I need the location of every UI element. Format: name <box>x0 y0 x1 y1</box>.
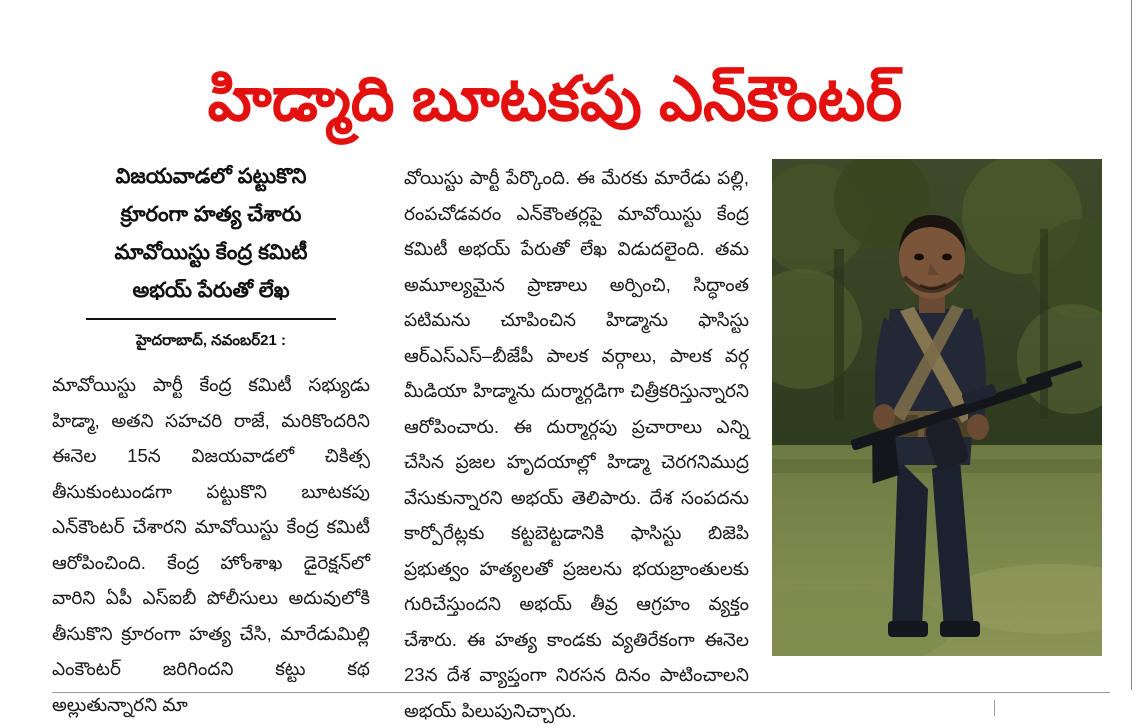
kicker-divider <box>86 318 336 320</box>
article-body-column-one: మావోయిస్టు పార్టీ కేంద్ర కమిటీ సభ్యుడు హిడ్మా, అతని సహచరి రాజే, మరికొందరిని ఈనెల 15న విజయవాడలో చికిత్స తీసుకుంటుండగా పట్టుకొని బూటకపు ఎన్‌కౌంటర్ చేశారని మావోయిస్టు కేంద్ర కమిటీ ఆరోపించింది. కేంద్ర హోంశాఖ డైరెక్షన్‌లో వారిని ఏపీ ఎస్ఐబీ పోలీసులు అదువులోకి తీసుకొని క్రూరంగా హత్య చేసి, మారేడుమిల్లి ఎంకౌంటర్ జరిగిందని కట్టు కథ అల్లుతున్నారని మా <box>52 374 370 715</box>
footer-divider <box>52 692 1110 693</box>
page-edge-rule <box>1131 0 1132 690</box>
kicker-line-4: అభయ్ పేరుతో లేఖ <box>132 279 290 303</box>
dateline: హైదరాబాద్, నవంబర్21 : <box>136 332 286 350</box>
article-body-column-two: వోయిస్టు పార్టీ పేర్కొంది. ఈ మేరకు మారేడు పల్లి, రంపచోడవరం ఎన్‌కౌంతర్లపై మావోయిస్టు కేంద్ర కమిటీ అభయ్ పేరుతో లేఖ విడుదలైంది. తమ అమూల్యమైన ప్రాణాలు అర్పించి, సిద్ధాంత పటిమను చూపించిన హిడ్మాను ఫాసిస్టు ఆర్‌ఎస్‌ఎస్‌–బీజేపీ పాలక వర్గాలు, పాలక వర్గ మీడియా హిడ్మాను దుర్మార్గడిగా చిత్రీకరిస్తున్నారని ఆరోపించారు. ఈ దుర్మార్గపు ప్రచారాలు ఎన్ని చేసిన ప్రజల హృదయాల్లో హిడ్మా చెరగనిముద్ర వేసుకున్నారని అభయ్ తెలిపారు. దేశ సంపదను కార్పోరేట్లకు కట్టబెట్టడానికి ఫాసిస్టు బిజెపి ప్రభుత్వం హత్యలతో ప్రజలను భయబ్రాంతులకు గురిచేస్తుందని అభయ్ తీవ్ర ఆగ్రహం వ్యక్తం చేశారు. ఈ హత్య కాండకు వ్యతిరేకంగా ఈనెల 23న దేశ వ్యాప్తంగా నిరసన దినం పాటించాలని అభయ్ పిలుపునిచ్చారు. <box>404 167 749 721</box>
kicker-line-2: క్రూరంగా హత్య చేశారు <box>120 203 302 227</box>
page-title: హిడ్మాది బూటకపు ఎన్‌కౌంటర్ <box>207 64 903 134</box>
kicker-line-1: విజయవాడలో పట్టుకొని <box>115 165 307 188</box>
kicker-line-3: మావోయిస్టు కేంద్ర కమిటీ <box>114 241 308 265</box>
armed-man-in-forest-photo <box>772 159 1102 656</box>
footer-tick-mark <box>994 700 995 716</box>
article-column-one <box>52 160 370 722</box>
article-column-two <box>404 160 749 728</box>
